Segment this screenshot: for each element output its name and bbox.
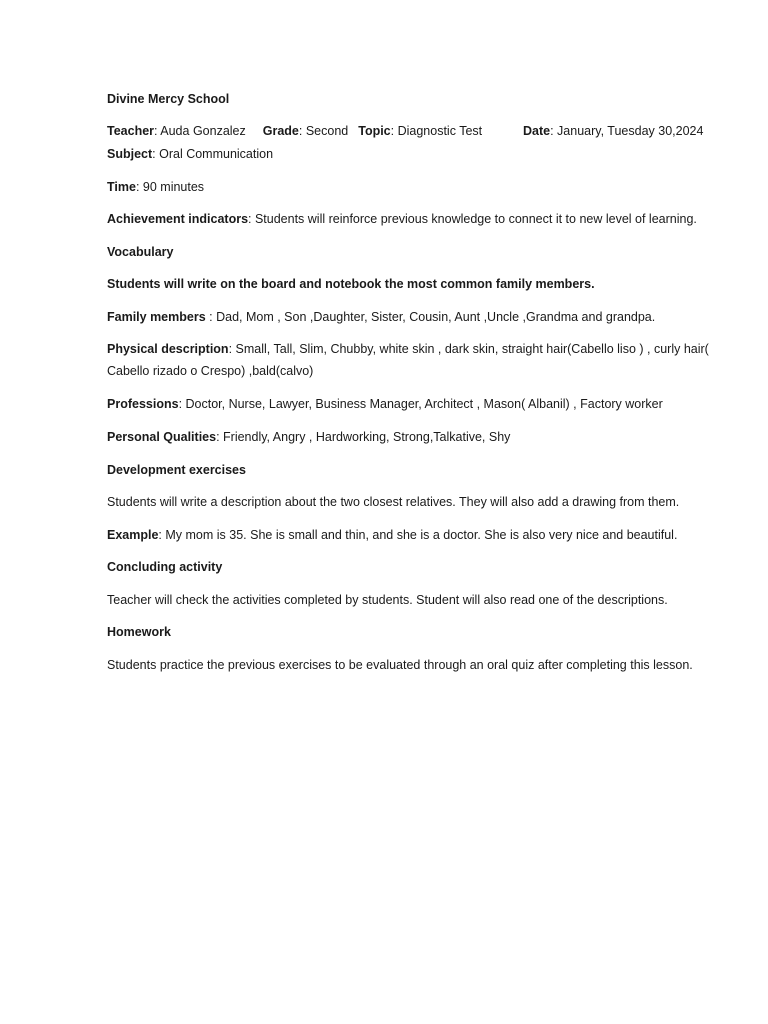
professions: Professions: Doctor, Nurse, Lawyer, Business Manager, Architect , Mason( Albanil) , Factory worker bbox=[107, 397, 663, 411]
concluding-heading: Concluding activity bbox=[107, 560, 223, 574]
achievement-indicators: Achievement indicators: Students will reinforce previous knowledge to connect it to new level of learning. bbox=[107, 212, 697, 226]
homework-text: Students practice the previous exercises to be evaluated through an oral quiz after completing this lesson. bbox=[107, 658, 693, 672]
development-heading: Development exercises bbox=[107, 463, 246, 477]
date-field: Date: January, Tuesday 30,2024 bbox=[523, 124, 704, 138]
time-field: Time: 90 minutes bbox=[107, 180, 205, 194]
family-members: Family members : Dad, Mom , Son ,Daughter, Sister, Cousin, Aunt ,Uncle ,Grandma and grandpa. bbox=[107, 310, 656, 324]
personal-qualities: Personal Qualities: Friendly, Angry , Hardworking, Strong,Talkative, Shy bbox=[107, 430, 511, 444]
subject-field: Subject: Oral Communication bbox=[107, 147, 274, 161]
homework-heading: Homework bbox=[107, 625, 171, 639]
vocabulary-heading: Vocabulary bbox=[107, 245, 174, 259]
teacher-field: Teacher: Auda Gonzalez bbox=[107, 124, 246, 138]
topic-field: Topic: Diagnostic Test bbox=[358, 124, 483, 138]
development-text: Students will write a description about the two closest relatives. They will also add a drawing from them. bbox=[107, 495, 680, 509]
header-line bbox=[107, 123, 482, 139]
concluding-text: Teacher will check the activities completed by students. Student will also read one of the descriptions. bbox=[107, 593, 668, 607]
physical-description: Physical description: Small, Tall, Slim, Chubby, white skin , dark skin, straight hair(Cabello liso ) , curly hair( Cabello rizado o Crespo) ,bald(calvo) bbox=[107, 342, 709, 378]
grade-field: Grade: Second bbox=[262, 124, 349, 138]
vocabulary-instruction: Students will write on the board and notebook the most common family members. bbox=[107, 277, 595, 291]
school-name: Divine Mercy School bbox=[107, 92, 230, 106]
example-field: Example: My mom is 35. She is small and thin, and she is a doctor. She is also very nice and beautiful. bbox=[107, 528, 678, 542]
